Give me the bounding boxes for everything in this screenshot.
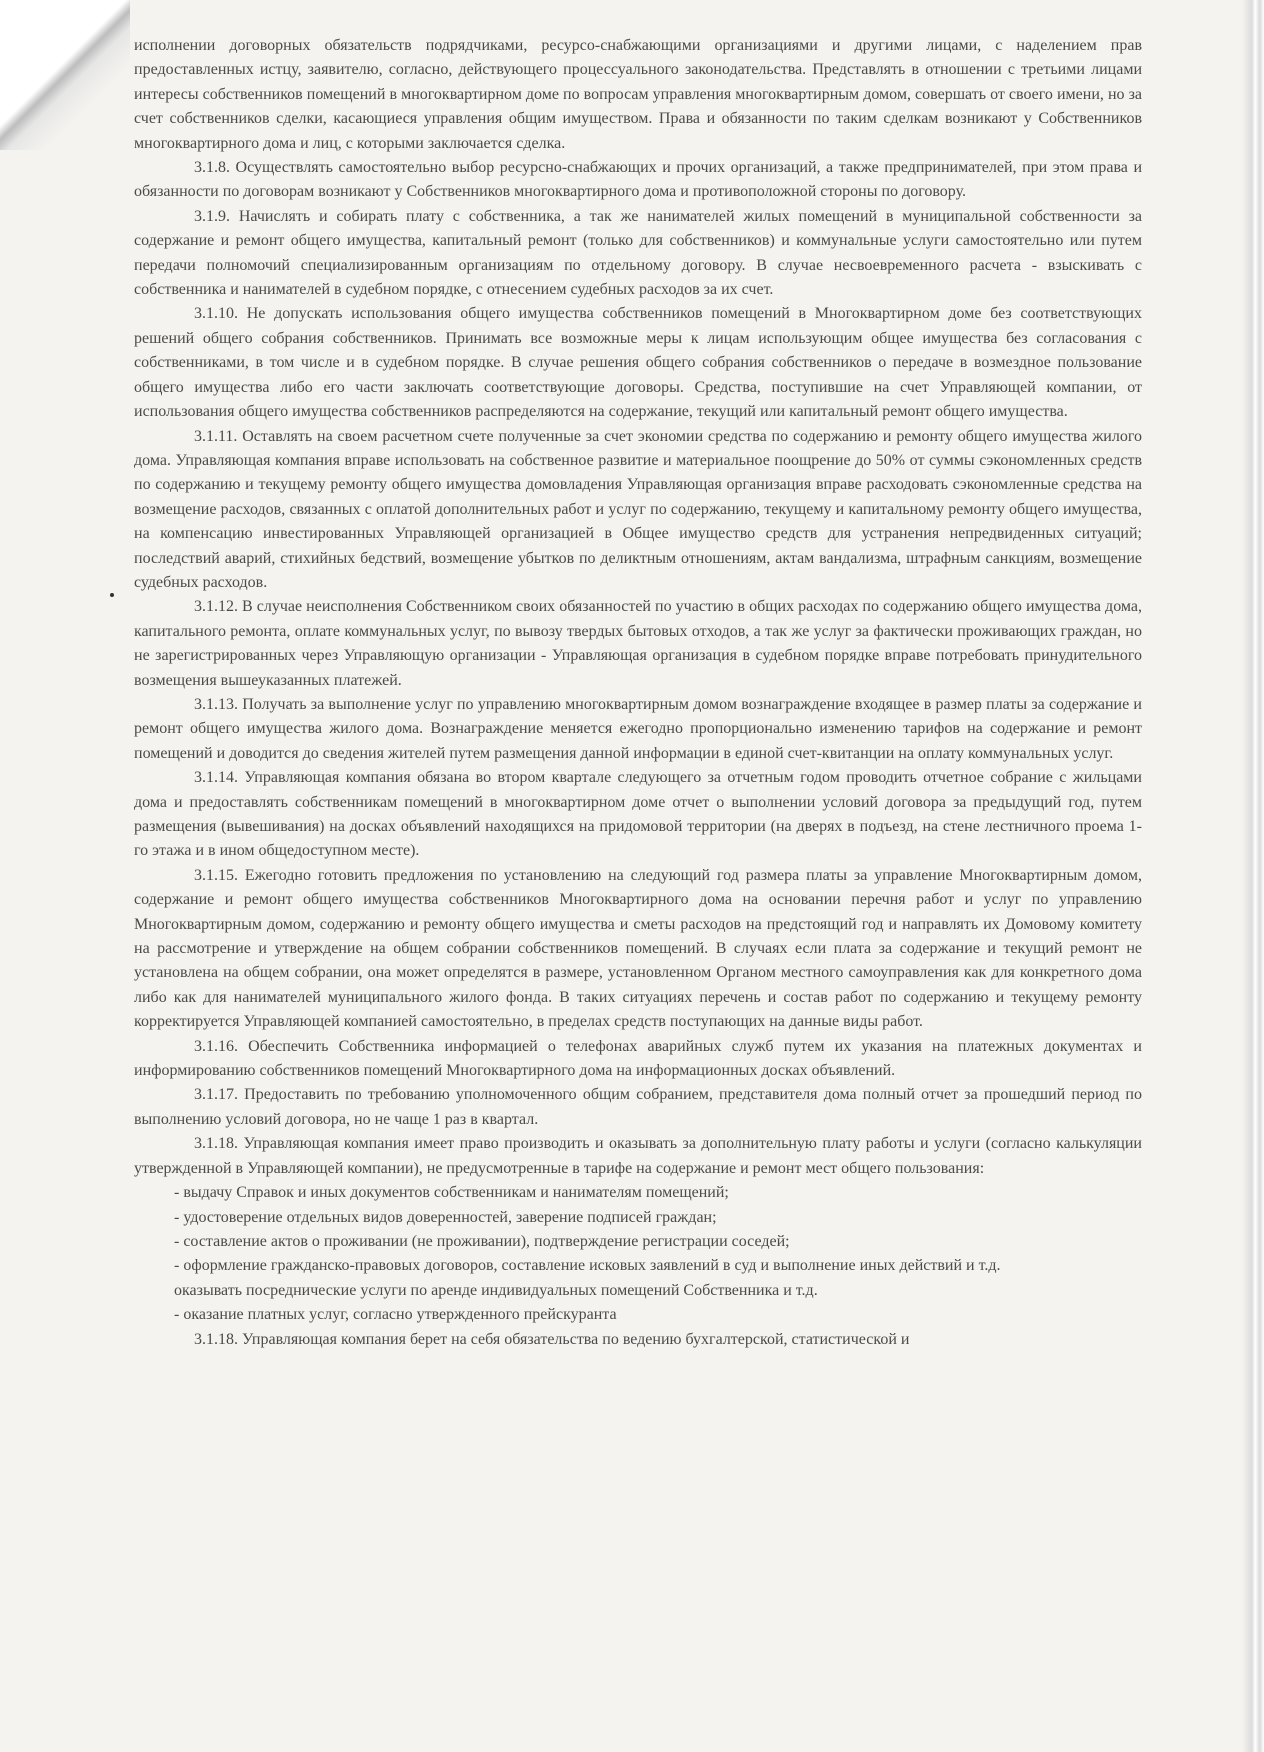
paragraph-continuation: исполнении договорных обязательств подрядчиками, ресурсо-снабжающими организациями и другими лицами, с наделением прав предоставленных истцу, заявителю, согласно, действующего процессуального законодательства. Представлять в отношении с третьими лицами интересы собственников помещений в многоквартирном доме по вопросам управления многоквартирным домом, совершать от своего имени, но за счет собственников сделки, касающиеся управления общим имуществом. Права и обязанности по таким сделкам возникают у Собственников многоквартирного дома и лиц, с которыми заключается сделка. [134,37,1142,152]
paragraph-3-1-18: 3.1.18. Управляющая компания имеет право производить и оказывать за дополнительную плату работы и услуги (согласно калькуляции утвержденной в Управляющей компании), не предусмотренные в тарифе на содержание и ремонт мест общего пользования: [134,1135,1142,1177]
paragraph-3-1-17: 3.1.17. Предоставить по требованию уполномоченного общим собранием, представителя дома полный отчет за прошедший период по выполнению условий договора, но не чаще 1 раз в квартал. [134,1086,1142,1128]
paragraph-3-1-13: 3.1.13. Получать за выполнение услуг по управлению многоквартирным домом вознаграждение входящее в размер платы за содержание и ремонт общего имущества жилого дома. Вознаграждение меняется ежегодно пропорционально изменению тарифов на содержание и ремонт помещений и доводится до сведения жителей путем размещения данной информации в единой счет-квитанции на оплату коммунальных услуг. [134,695,1142,762]
list-item: - составление актов о проживании (не проживании), подтверждение регистрации соседей; [174,1232,790,1250]
list-item: - выдачу Справок и иных документов собственникам и нанимателям помещений; [174,1184,729,1202]
paragraph-3-1-12: 3.1.12. В случае неисполнения Собственником своих обязанностей по участию в общих расходах по содержанию общего имущества дома, капитального ремонта, оплате коммунальных услуг, по вывозу твердых бытовых отходов, а так же услуг за фактически проживающих граждан, но не зарегистрированных через Управляющую организации - Управляющая организация в судебном порядке вправе потребовать принудительного возмещения вышеуказанных платежей. [134,598,1142,689]
paragraph-3-1-11: 3.1.11. Оставлять на своем расчетном счете полученные за счет экономии средства по содержанию и ремонту общего имущества жилого дома. Управляющая компания вправе использовать на собственное развитие и материальное поощрение до 50% от суммы сэкономленных средств по содержанию и текущему ремонту общего имущества домовладения Управляющая организация вправе расходовать сэкономленные средства на возмещение расходов, связанных с оплатой дополнительных работ и услуг по содержанию, текущему и капитальному ремонту общего имущества, на компенсацию инвестированных Управляющей организацией в Общее имущество средств для устранения непредвиденных ситуаций; последствий аварий, стихийных бедствий, возмещение убытков по деликтным отношениям, актам вандализма, штрафным санкциям, возмещение судебных расходов. [134,427,1142,591]
paragraph-3-1-15: 3.1.15. Ежегодно готовить предложения по установлению на следующий год размера платы за управление Многоквартирным домом, содержание и ремонт общего имущества собственников Многоквартирного дома на основании перечня работ и услуг по управлению Многоквартирным домом, содержанию и ремонту общего имущества и сметы расходов на предстоящий год и направлять их Домовому комитету на рассмотрение и утверждение на общем собрании собственников помещений. В случаях если плата за содержание и текущий ремонт не установлена на общем собрании, она может определятся в размере, установленном Органом местного самоуправления как для конкретного дома либо как для нанимателей муниципального жилого фонда. В таких ситуациях перечень и состав работ по содержанию и текущему ремонту корректируется Управляющей компанией самостоятельно, в пределах средств поступающих на данные виды работ. [134,866,1142,1031]
page-corner-fold [0,0,130,150]
paragraph-3-1-8: 3.1.8. Осуществлять самостоятельно выбор ресурсно-снабжающих и прочих организаций, а также предпринимателей, при этом права и обязанности по договорам возникают у Собственников многоквартирного дома и противоположной стороны по договору. [134,159,1142,201]
page-edge-shadow [1242,0,1264,1752]
paragraph-3-1-18-second: 3.1.18. Управляющая компания берет на себя обязательства по ведению бухгалтерской, статистической и [194,1330,910,1348]
list-item: - оказание платных услуг, согласно утвержденного прейскуранта [174,1306,617,1324]
paragraph-3-1-9: 3.1.9. Начислять и собирать плату с собственника, а так же нанимателей жилых помещений в муниципальной собственности за содержание и ремонт общего имущества, капитальный ремонт (только для собственников) и коммунальные услуги самостоятельно или путем передачи полномочий специализированным организациям по отдельному договору. В случае несвоевременного расчета - взыскивать с собственника и нанимателей в судебном порядке, с отнесением судебных расходов за их счет. [134,207,1142,299]
paragraph-3-1-10: 3.1.10. Не допускать использования общего имущества собственников помещений в Многоквартирном доме без соответствующих решений общего собрания собственников. Принимать все возможные меры к лицам использующим общее имущества без согласования с собственниками, в том числе и в судебном порядке. В случае решения общего собрания собственников о передаче в возмездное пользование общего имущества либо его части заключать соответствующие договоры. Средства, поступившие на счет Управляющей компании, от использования общего имущества собственников распределяются на содержание, текущий или капитальный ремонт общего имущества. [134,305,1142,421]
list-item: - оформление гражданско-правовых договоров, составление исковых заявлений в суд и выполнение иных действий и т.д. [174,1257,1001,1275]
paragraph-3-1-16: 3.1.16. Обеспечить Собственника информацией о телефонах аварийных служб путем их указания на платежных документах и информированию собственников помещений Многоквартирного дома на информационных досках объявлений. [134,1037,1142,1080]
document-page [134,34,1142,1352]
paragraph-3-1-14: 3.1.14. Управляющая компания обязана во втором квартале следующего за отчетным годом проводить отчетное собрание с жильцами дома и предоставлять собственникам помещений в многоквартирном доме отчет о выполнении условий договора за предыдущий год, путем размещения (вывешивания) на досках объявлений находящихся на придомовой территории (на дверях в подъезд, на стене лестничного проема 1-го этажа и в ином общедоступном месте). [134,769,1142,860]
ink-dot-mark [110,593,114,597]
list-item: - удостоверение отдельных видов доверенностей, заверение подписей граждан; [174,1208,717,1226]
list-item: оказывать посреднические услуги по аренде индивидуальных помещений Собственника и т.д. [174,1281,818,1299]
